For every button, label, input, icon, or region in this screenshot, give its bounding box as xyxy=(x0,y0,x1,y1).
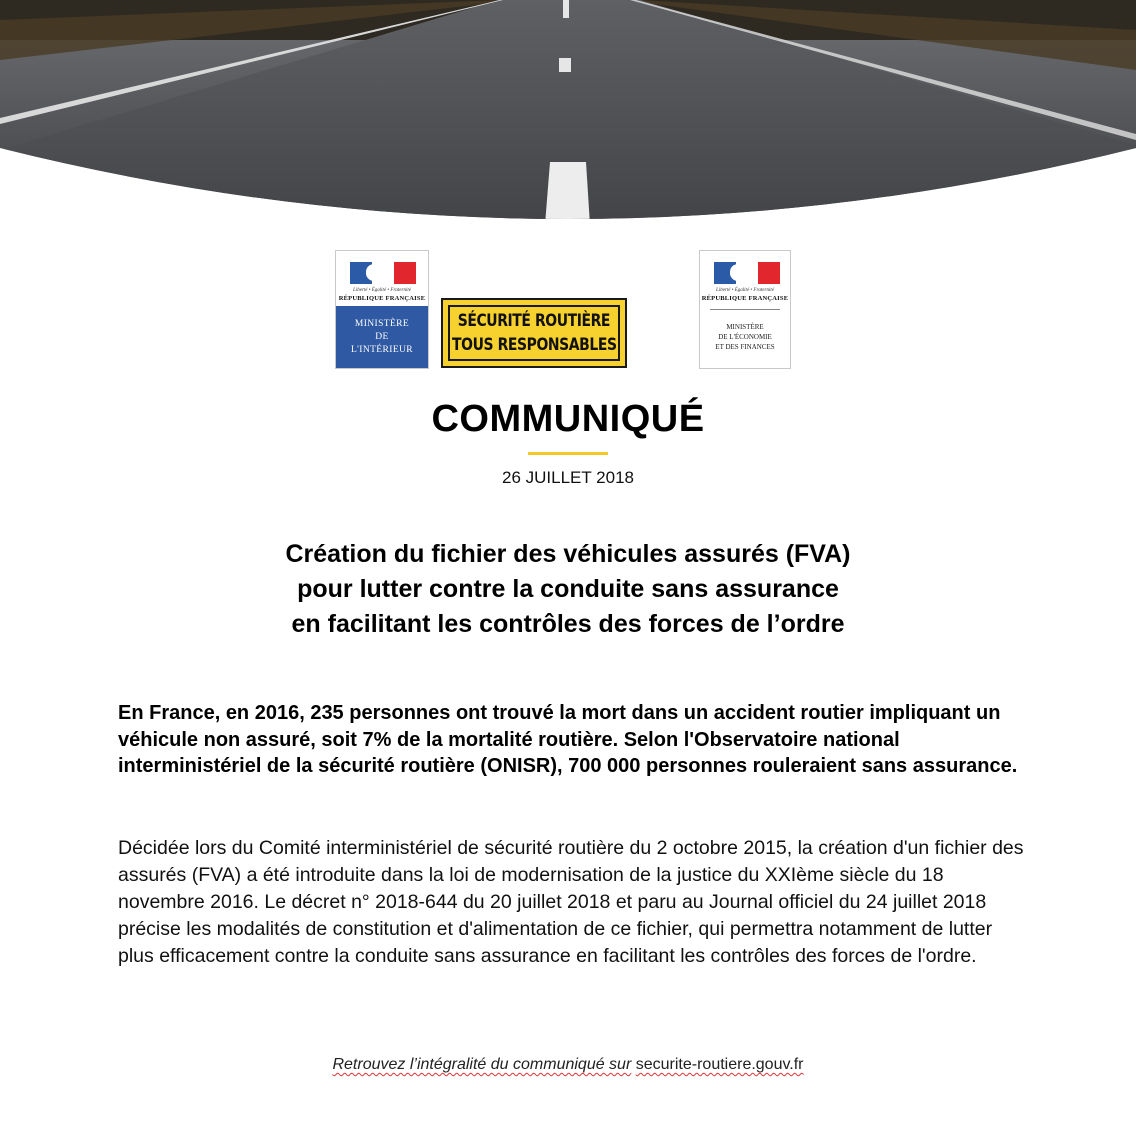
page-title: COMMUNIQUÉ xyxy=(431,398,705,440)
headline-line-2: pour lutter contre la conduite sans assurance xyxy=(297,575,839,603)
ministry-line-3: ET DES FINANCES xyxy=(715,343,775,351)
logo-motto: Liberté • Égalité • Fraternité xyxy=(716,288,774,293)
road-photo xyxy=(0,0,1136,225)
logo-republic-label: RÉPUBLIQUE FRANÇAISE xyxy=(701,295,789,302)
footer-note xyxy=(0,1056,1136,1074)
publication-date: 26 JUILLET 2018 xyxy=(502,468,634,487)
marianne-icon xyxy=(366,264,384,281)
footer-link[interactable]: securite-routiere.gouv.fr xyxy=(635,1056,804,1073)
ministere-interieur-logo xyxy=(335,250,429,369)
body-paragraph: Décidée lors du Comité interministériel de sécurité routière du 2 octobre 2015, la création d'un fichier des assurés (FVA) a été introduite dans la loi de modernisation de la justice du XXIème siècle du 18 novembre 2016. Le décret n° 2018-644 du 20 juillet 2018 et paru au Journal officiel du 24 juillet 2018 précise les modalités de constitution et d'alimentation de ce fichier, qui permettra notamment de lutter plus efficacement contre la conduite sans assurance en facilitant les contrôles des forces de l'ordre. xyxy=(118,837,1024,967)
lead-paragraph: En France, en 2016, 235 personnes ont trouvé la mort dans un accident routier impliquant un véhicule non assuré, soit 7% de la mortalité routière. Selon l'Observatoire national interministériel de la sécurité routière (ONISR), 700 000 personnes rouleraient sans assurance. xyxy=(118,702,1018,777)
logo-republic-label: RÉPUBLIQUE FRANÇAISE xyxy=(338,295,426,302)
ministry-label-box xyxy=(710,309,780,359)
sr-logo-line-2: TOUS RESPONSABLES xyxy=(451,335,617,355)
footer-text: Retrouvez l’intégralité du communiqué sur xyxy=(332,1056,632,1073)
ministry-line-2: DE L'ÉCONOMIE xyxy=(718,333,772,341)
ministry-label-box xyxy=(336,306,428,368)
ministry-line-3: L'INTÉRIEUR xyxy=(350,344,414,355)
headline xyxy=(0,537,1136,642)
ministry-line-1: MINISTÈRE xyxy=(354,318,410,329)
logo-motto: Liberté • Égalité • Fraternité xyxy=(353,288,411,293)
ministry-line-2: DE xyxy=(375,331,389,342)
ministere-economie-logo xyxy=(699,250,791,369)
title-underline xyxy=(528,452,608,455)
ministry-line-1: MINISTÈRE xyxy=(726,323,764,331)
headline-line-3: en facilitant les contrôles des forces de l’ordre xyxy=(291,610,845,638)
sr-logo-line-1: SÉCURITÉ ROUTIÈRE xyxy=(457,311,611,331)
securite-routiere-logo xyxy=(441,298,627,368)
headline-line-1: Création du fichier des véhicules assurés (FVA) xyxy=(285,540,851,568)
marianne-icon xyxy=(730,264,748,281)
